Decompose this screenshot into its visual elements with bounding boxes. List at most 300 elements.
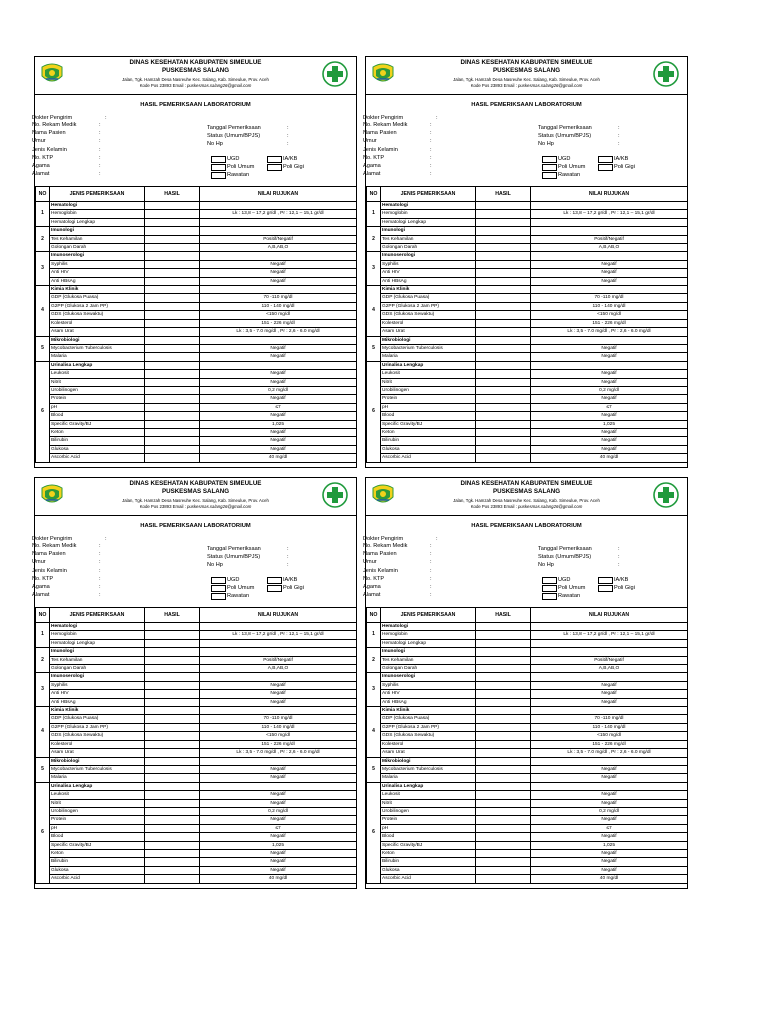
result-cell[interactable] bbox=[145, 244, 200, 252]
result-cell[interactable] bbox=[476, 294, 531, 302]
result-cell[interactable] bbox=[145, 858, 200, 866]
result-cell[interactable] bbox=[476, 428, 531, 436]
result-cell[interactable] bbox=[145, 715, 200, 723]
test-name: Anti HIV bbox=[381, 690, 476, 698]
field-row: Agama : bbox=[32, 163, 101, 169]
result-cell[interactable] bbox=[145, 673, 200, 681]
result-cell[interactable] bbox=[476, 412, 531, 420]
field-row-right: Status (Umum/BPJS) : bbox=[538, 554, 620, 561]
table-row bbox=[367, 244, 688, 252]
table-row bbox=[36, 875, 357, 883]
result-cell[interactable] bbox=[145, 328, 200, 336]
result-cell[interactable] bbox=[145, 833, 200, 841]
test-name: Hematologi Lengkap bbox=[381, 639, 476, 647]
test-name: Asam Urat bbox=[381, 749, 476, 757]
patient-info bbox=[32, 115, 356, 186]
reference-value: 1,025 bbox=[531, 841, 688, 849]
result-cell[interactable] bbox=[145, 420, 200, 428]
test-name: Golongan Darah bbox=[381, 244, 476, 252]
form-title: HASIL PEMERIKSAAN LABORATORIUM bbox=[140, 523, 251, 529]
result-cell[interactable] bbox=[145, 623, 200, 631]
result-cell[interactable] bbox=[145, 631, 200, 639]
table-row bbox=[36, 437, 357, 445]
result-cell[interactable] bbox=[476, 252, 531, 260]
reference-value bbox=[531, 639, 688, 647]
category-name: Urinalisa Lengkap bbox=[50, 782, 145, 790]
category-name: Hematologi bbox=[50, 202, 145, 210]
category-name: Imunologi bbox=[50, 648, 145, 656]
reference-cell bbox=[200, 227, 357, 235]
result-cell[interactable] bbox=[145, 849, 200, 857]
table-row bbox=[36, 833, 357, 841]
result-cell[interactable] bbox=[145, 403, 200, 411]
table-row bbox=[36, 428, 357, 436]
category-name: Kimia Klinik bbox=[381, 707, 476, 715]
checkbox[interactable] bbox=[211, 164, 226, 171]
category-name: Urinalisa Lengkap bbox=[381, 782, 476, 790]
result-cell[interactable] bbox=[476, 395, 531, 403]
patient-info bbox=[363, 536, 687, 607]
doctor-row: Dokter Pengirim : bbox=[32, 115, 107, 121]
reference-value: Lk : 3,5 - 7.0 mg/dl , Pr : 2,6 - 6.0 mg/dl bbox=[531, 749, 688, 757]
category-row bbox=[36, 252, 357, 260]
result-cell[interactable] bbox=[145, 774, 200, 782]
field-row: No. KTP : bbox=[32, 575, 101, 582]
test-name: Asam Urat bbox=[50, 328, 145, 336]
result-cell[interactable] bbox=[145, 260, 200, 268]
reference-cell bbox=[531, 648, 688, 656]
table-header-row bbox=[367, 608, 688, 623]
category-name: Urinalisa Lengkap bbox=[50, 361, 145, 369]
result-cell[interactable] bbox=[476, 420, 531, 428]
lab-results-table bbox=[35, 186, 357, 463]
result-cell[interactable] bbox=[476, 791, 531, 799]
reference-value: 0,2 mg/dl bbox=[200, 386, 357, 394]
result-cell[interactable] bbox=[145, 681, 200, 689]
reference-value: Negatif bbox=[200, 437, 357, 445]
reference-value: 40 mg/dl bbox=[200, 454, 357, 462]
result-cell[interactable] bbox=[476, 715, 531, 723]
group-number: 1 bbox=[36, 623, 50, 648]
table-row bbox=[367, 765, 688, 773]
result-cell[interactable] bbox=[476, 690, 531, 698]
test-name: Hemoglobin bbox=[50, 631, 145, 639]
table-row bbox=[367, 723, 688, 731]
category-row bbox=[367, 782, 688, 790]
result-cell[interactable] bbox=[145, 799, 200, 807]
letterhead-line2: PUSKESMAS SALANG bbox=[161, 487, 230, 495]
result-cell[interactable] bbox=[476, 841, 531, 849]
result-cell[interactable] bbox=[476, 378, 531, 386]
result-cell[interactable] bbox=[476, 807, 531, 815]
result-cell[interactable] bbox=[476, 799, 531, 807]
table-row bbox=[367, 395, 688, 403]
checkbox[interactable] bbox=[267, 156, 282, 163]
table-row bbox=[36, 816, 357, 824]
result-cell[interactable] bbox=[145, 370, 200, 378]
table-row bbox=[367, 428, 688, 436]
result-cell[interactable] bbox=[145, 648, 200, 656]
test-name: Leukosit bbox=[381, 791, 476, 799]
group-number: 2 bbox=[36, 227, 50, 252]
test-name: Leukosit bbox=[50, 791, 145, 799]
result-cell[interactable] bbox=[476, 328, 531, 336]
test-name: Specific Gravity/BJ bbox=[50, 841, 145, 849]
result-cell[interactable] bbox=[476, 816, 531, 824]
letterhead-line1: DINAS KESEHATAN KABUPATEN SIMEULUE bbox=[460, 480, 593, 487]
table-row bbox=[367, 858, 688, 866]
reference-value: 151 - 226 mg/dl bbox=[200, 740, 357, 748]
reference-value: 110 - 140 mg/dl bbox=[531, 723, 688, 731]
result-cell[interactable] bbox=[476, 218, 531, 226]
table-row bbox=[36, 639, 357, 647]
reference-value: Negatif bbox=[531, 428, 688, 436]
field-row: Agama : bbox=[32, 584, 101, 590]
column-header: NILAI RUJUKAN bbox=[200, 608, 357, 623]
result-cell[interactable] bbox=[476, 765, 531, 773]
result-cell[interactable] bbox=[145, 294, 200, 302]
test-name: Syphilis bbox=[381, 681, 476, 689]
result-cell[interactable] bbox=[476, 749, 531, 757]
table-row bbox=[36, 807, 357, 815]
checkbox-label: IA/KB bbox=[283, 577, 298, 583]
table-row bbox=[36, 311, 357, 319]
checkbox[interactable] bbox=[267, 577, 282, 584]
result-cell[interactable] bbox=[476, 244, 531, 252]
result-cell[interactable] bbox=[476, 302, 531, 310]
result-cell[interactable] bbox=[476, 866, 531, 874]
checkbox[interactable] bbox=[542, 164, 557, 171]
reference-value: Positif/Negatif bbox=[531, 656, 688, 664]
test-name: Bilirubin bbox=[50, 858, 145, 866]
reference-value: <150 mg/dl bbox=[200, 732, 357, 740]
result-cell[interactable] bbox=[476, 260, 531, 268]
result-cell[interactable] bbox=[145, 841, 200, 849]
field-row: No. Rekam Medik : bbox=[32, 122, 101, 128]
group-number: 5 bbox=[367, 336, 381, 361]
reference-value: Negatif bbox=[531, 277, 688, 285]
checkbox[interactable] bbox=[542, 593, 557, 600]
reference-value: ≤7 bbox=[200, 403, 357, 411]
result-cell[interactable] bbox=[145, 386, 200, 394]
test-name: Keton bbox=[50, 849, 145, 857]
checkbox[interactable] bbox=[542, 585, 557, 592]
test-name: Nitrit bbox=[50, 799, 145, 807]
test-name: Tes Kehamilan bbox=[50, 235, 145, 243]
result-cell[interactable] bbox=[476, 665, 531, 673]
result-cell[interactable] bbox=[476, 311, 531, 319]
result-cell[interactable] bbox=[145, 218, 200, 226]
field-row-right: Tanggal Pemeriksaan : bbox=[207, 546, 289, 552]
result-cell[interactable] bbox=[145, 866, 200, 874]
result-cell[interactable] bbox=[145, 791, 200, 799]
test-name: Tes Kehamilan bbox=[381, 656, 476, 664]
result-cell[interactable] bbox=[476, 235, 531, 243]
test-name: Specific Gravity/BJ bbox=[381, 841, 476, 849]
table-row bbox=[36, 386, 357, 394]
test-name: Urobilinogen bbox=[381, 807, 476, 815]
result-cell[interactable] bbox=[145, 336, 200, 344]
result-cell[interactable] bbox=[476, 202, 531, 210]
result-cell[interactable] bbox=[145, 252, 200, 260]
result-cell[interactable] bbox=[476, 319, 531, 327]
table-row bbox=[36, 715, 357, 723]
test-name: Urobilinogen bbox=[50, 386, 145, 394]
reference-value: Negatif bbox=[200, 866, 357, 874]
reference-cell bbox=[200, 202, 357, 210]
result-cell[interactable] bbox=[476, 277, 531, 285]
result-cell[interactable] bbox=[145, 740, 200, 748]
table-row bbox=[367, 294, 688, 302]
test-name: Urobilinogen bbox=[50, 807, 145, 815]
test-name: Leukosit bbox=[50, 370, 145, 378]
checkbox-label: Rawatan bbox=[558, 172, 581, 178]
result-cell[interactable] bbox=[476, 353, 531, 361]
test-name: G2PP (Glukosa 2 Jam PP) bbox=[50, 302, 145, 310]
result-cell[interactable] bbox=[476, 269, 531, 277]
test-name: Anti HBsAg bbox=[381, 277, 476, 285]
table-row bbox=[36, 454, 357, 462]
result-cell[interactable] bbox=[145, 277, 200, 285]
table-row bbox=[367, 302, 688, 310]
result-cell[interactable] bbox=[145, 361, 200, 369]
result-cell[interactable] bbox=[145, 707, 200, 715]
result-cell[interactable] bbox=[476, 623, 531, 631]
result-cell[interactable] bbox=[145, 698, 200, 706]
test-name: Mycobacterium Tuberculosis bbox=[50, 344, 145, 352]
result-cell[interactable] bbox=[145, 749, 200, 757]
result-cell[interactable] bbox=[476, 723, 531, 731]
test-name: Tes Kehamilan bbox=[381, 235, 476, 243]
checkbox-label: Poli Umum bbox=[227, 164, 255, 170]
result-cell[interactable] bbox=[145, 757, 200, 765]
reference-value: Negatif bbox=[531, 765, 688, 773]
result-cell[interactable] bbox=[145, 656, 200, 664]
doctor-row: Dokter Pengirim : bbox=[363, 536, 438, 542]
result-cell[interactable] bbox=[145, 202, 200, 210]
reference-value: Lk : 13,8 – 17,2 gr/dl , Pr : 12,1 – 15,1 gr/dl bbox=[200, 631, 357, 639]
reference-value: 40 mg/dl bbox=[531, 454, 688, 462]
result-cell[interactable] bbox=[476, 849, 531, 857]
reference-value: Negatif bbox=[200, 765, 357, 773]
reference-value: Lk : 13,8 – 17,2 gr/dl , Pr : 12,1 – 15,1 gr/dl bbox=[200, 210, 357, 218]
checkbox[interactable] bbox=[598, 585, 613, 592]
category-name: Imunologi bbox=[381, 648, 476, 656]
result-cell[interactable] bbox=[476, 639, 531, 647]
reference-value: Negatif bbox=[200, 681, 357, 689]
table-row bbox=[36, 445, 357, 453]
checkbox[interactable] bbox=[211, 585, 226, 592]
test-name: Kolesterol bbox=[50, 740, 145, 748]
result-cell[interactable] bbox=[145, 732, 200, 740]
result-cell[interactable] bbox=[476, 740, 531, 748]
result-cell[interactable] bbox=[145, 311, 200, 319]
field-row-right: Status (Umum/BPJS) : bbox=[538, 133, 620, 140]
result-cell[interactable] bbox=[476, 403, 531, 411]
result-cell[interactable] bbox=[476, 858, 531, 866]
result-cell[interactable] bbox=[145, 782, 200, 790]
result-cell[interactable] bbox=[476, 681, 531, 689]
result-cell[interactable] bbox=[145, 665, 200, 673]
result-cell[interactable] bbox=[145, 235, 200, 243]
reference-value: A,B,AB,O bbox=[531, 244, 688, 252]
result-cell[interactable] bbox=[476, 631, 531, 639]
checkbox[interactable] bbox=[542, 577, 557, 584]
result-cell[interactable] bbox=[145, 286, 200, 294]
category-name: Imunologi bbox=[50, 227, 145, 235]
table-row bbox=[36, 370, 357, 378]
result-cell[interactable] bbox=[476, 386, 531, 394]
result-cell[interactable] bbox=[145, 227, 200, 235]
result-cell[interactable] bbox=[476, 732, 531, 740]
test-name: Mycobacterium Tuberculosis bbox=[50, 765, 145, 773]
checkbox[interactable] bbox=[211, 593, 226, 600]
test-name: Golongan Darah bbox=[50, 665, 145, 673]
result-cell[interactable] bbox=[476, 656, 531, 664]
result-cell[interactable] bbox=[145, 302, 200, 310]
result-cell[interactable] bbox=[476, 361, 531, 369]
result-cell[interactable] bbox=[476, 824, 531, 832]
reference-value: Negatif bbox=[531, 791, 688, 799]
category-row bbox=[367, 673, 688, 681]
checkbox-label: Poli Gigi bbox=[283, 164, 304, 170]
table-row bbox=[367, 715, 688, 723]
reference-value: Negatif bbox=[200, 690, 357, 698]
result-cell[interactable] bbox=[145, 875, 200, 883]
test-name: Kolesterol bbox=[381, 319, 476, 327]
reference-cell bbox=[531, 286, 688, 294]
category-name: Imunologi bbox=[381, 227, 476, 235]
checkbox[interactable] bbox=[598, 156, 613, 163]
result-cell[interactable] bbox=[476, 286, 531, 294]
result-cell[interactable] bbox=[476, 698, 531, 706]
result-cell[interactable] bbox=[476, 648, 531, 656]
result-cell[interactable] bbox=[476, 833, 531, 841]
checkbox[interactable] bbox=[211, 577, 226, 584]
checkbox[interactable] bbox=[267, 164, 282, 171]
checkbox[interactable] bbox=[598, 577, 613, 584]
field-row: Nama Pasien : bbox=[32, 551, 101, 558]
checkbox[interactable] bbox=[211, 156, 226, 163]
table-row bbox=[367, 875, 688, 883]
result-cell[interactable] bbox=[476, 336, 531, 344]
result-cell[interactable] bbox=[145, 210, 200, 218]
reference-value: Lk : 3,5 - 7.0 mg/dl , Pr : 2,6 - 6.0 mg/dl bbox=[531, 328, 688, 336]
test-name: Blood bbox=[50, 833, 145, 841]
checkbox[interactable] bbox=[542, 172, 557, 179]
checkbox[interactable] bbox=[267, 585, 282, 592]
result-cell[interactable] bbox=[145, 428, 200, 436]
reference-cell bbox=[531, 202, 688, 210]
result-cell[interactable] bbox=[145, 690, 200, 698]
field-row-right: Status (Umum/BPJS) : bbox=[207, 554, 289, 561]
table-row bbox=[36, 841, 357, 849]
test-name: Urobilinogen bbox=[381, 386, 476, 394]
table-row bbox=[367, 824, 688, 832]
result-cell[interactable] bbox=[145, 445, 200, 453]
reference-value: Negatif bbox=[200, 849, 357, 857]
result-cell[interactable] bbox=[476, 707, 531, 715]
category-row bbox=[367, 623, 688, 631]
result-cell[interactable] bbox=[476, 437, 531, 445]
result-cell[interactable] bbox=[145, 454, 200, 462]
result-cell[interactable] bbox=[145, 437, 200, 445]
checkbox-label: IA/KB bbox=[283, 156, 298, 162]
column-header: NILAI RUJUKAN bbox=[200, 187, 357, 202]
table-row bbox=[36, 269, 357, 277]
test-name: Ascorbic Acid bbox=[50, 875, 145, 883]
checkbox[interactable] bbox=[542, 156, 557, 163]
result-cell[interactable] bbox=[145, 319, 200, 327]
checkbox[interactable] bbox=[598, 164, 613, 171]
result-cell[interactable] bbox=[145, 395, 200, 403]
result-cell[interactable] bbox=[476, 344, 531, 352]
result-cell[interactable] bbox=[145, 412, 200, 420]
table-row bbox=[36, 858, 357, 866]
checkbox-label: Poli Gigi bbox=[614, 164, 635, 170]
result-cell[interactable] bbox=[476, 782, 531, 790]
result-cell[interactable] bbox=[145, 353, 200, 361]
result-cell[interactable] bbox=[145, 816, 200, 824]
checkbox[interactable] bbox=[211, 172, 226, 179]
table-row bbox=[36, 344, 357, 352]
result-cell[interactable] bbox=[145, 344, 200, 352]
result-cell[interactable] bbox=[145, 807, 200, 815]
reference-cell bbox=[531, 336, 688, 344]
reference-value: Lk : 13,8 – 17,2 gr/dl , Pr : 12,1 – 15,1 gr/dl bbox=[531, 210, 688, 218]
reference-value: 0,2 mg/dl bbox=[200, 807, 357, 815]
result-cell[interactable] bbox=[145, 269, 200, 277]
result-cell[interactable] bbox=[476, 227, 531, 235]
reference-value: Negatif bbox=[531, 866, 688, 874]
form-title: HASIL PEMERIKSAAN LABORATORIUM bbox=[471, 102, 582, 108]
table-row bbox=[367, 235, 688, 243]
result-cell[interactable] bbox=[476, 210, 531, 218]
test-name: Blood bbox=[381, 833, 476, 841]
reference-cell bbox=[200, 336, 357, 344]
reference-cell bbox=[200, 361, 357, 369]
result-cell[interactable] bbox=[145, 723, 200, 731]
result-cell[interactable] bbox=[476, 454, 531, 462]
result-cell[interactable] bbox=[476, 673, 531, 681]
reference-value: Negatif bbox=[531, 445, 688, 453]
result-cell[interactable] bbox=[145, 824, 200, 832]
reference-value: Negatif bbox=[200, 412, 357, 420]
field-row-right: Status (Umum/BPJS) : bbox=[207, 133, 289, 140]
result-cell[interactable] bbox=[476, 757, 531, 765]
result-cell[interactable] bbox=[476, 445, 531, 453]
group-number: 2 bbox=[367, 648, 381, 673]
result-cell[interactable] bbox=[145, 378, 200, 386]
result-cell[interactable] bbox=[145, 639, 200, 647]
letterhead-contact: Kode Pos 23893 Email : puskesmas.salang26@gmail.com bbox=[470, 504, 583, 509]
result-cell[interactable] bbox=[145, 765, 200, 773]
test-name: Hemoglobin bbox=[381, 631, 476, 639]
test-name: Malaria bbox=[50, 353, 145, 361]
checkbox-label: IA/KB bbox=[614, 577, 629, 583]
reference-value: Negatif bbox=[200, 799, 357, 807]
result-cell[interactable] bbox=[476, 370, 531, 378]
reference-value: Negatif bbox=[531, 799, 688, 807]
table-row bbox=[367, 656, 688, 664]
table-row bbox=[36, 403, 357, 411]
checkbox-label: UGD bbox=[558, 577, 571, 583]
test-name: Syphilis bbox=[50, 681, 145, 689]
result-cell[interactable] bbox=[476, 875, 531, 883]
category-row bbox=[367, 707, 688, 715]
table-row bbox=[367, 866, 688, 874]
result-cell[interactable] bbox=[476, 774, 531, 782]
